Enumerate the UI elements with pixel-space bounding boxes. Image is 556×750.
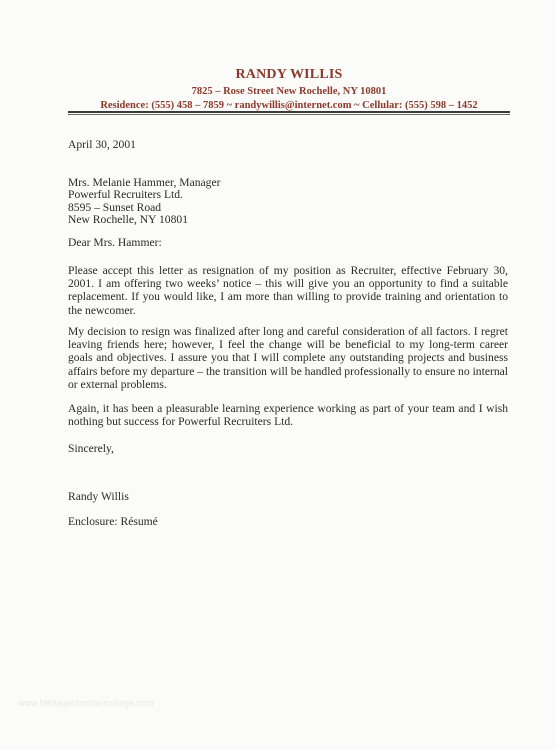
recipient-company: Powerful Recruiters Ltd. — [68, 188, 183, 202]
recipient-city: New Rochelle, NY 10801 — [68, 212, 188, 226]
letter-date: April 30, 2001 — [68, 138, 136, 151]
salutation: Dear Mrs. Hammer: — [68, 236, 162, 249]
enclosure-line: Enclosure: Résumé — [68, 515, 158, 528]
closing: Sincerely, — [68, 442, 114, 455]
sender-address: 7825 – Rose Street New Rochelle, NY 10801 — [191, 86, 387, 97]
signature-name: Randy Willis — [68, 490, 129, 503]
paragraph-2: My decision to resign was finalized after long and careful consideration of all factors. I regret leaving friends here; however, I feel the change will be beneficial to my long-term career goals and objectives. I assure you that I will complete any outstanding projects and business affairs before my departure – the transition will be handled professionally to ensure no internal or external problems. — [68, 325, 508, 391]
recipient-street: 8595 – Sunset Road — [68, 200, 162, 214]
recipient-name: Mrs. Melanie Hammer, Manager — [68, 176, 221, 189]
watermark: www.heritagechristiancollege.com — [18, 698, 154, 708]
letterhead-divider — [68, 111, 510, 113]
recipient-address-block — [68, 177, 508, 226]
paragraph-3: Again, it has been a pleasurable learning experience working as part of your team and I wish nothing but success for Powerful Recruiters Ltd. — [68, 402, 508, 429]
sender-contact: Residence: (555) 458 – 7859 ~ randywillis@internet.com ~ Cellular: (555) 598 – 1452 — [100, 100, 478, 111]
letterhead-divider-thin — [68, 114, 510, 115]
sender-name: RANDY WILLIS — [235, 67, 343, 82]
paragraph-1: Please accept this letter as resignation of my position as Recruiter, effective February 30, 2001. I am offering two weeks’ notice – this will give you an opportunity to find a suitable replacement. If you would like, I am more than willing to provide training and orientation to the newcomer. — [68, 264, 508, 317]
letterhead — [68, 66, 510, 113]
